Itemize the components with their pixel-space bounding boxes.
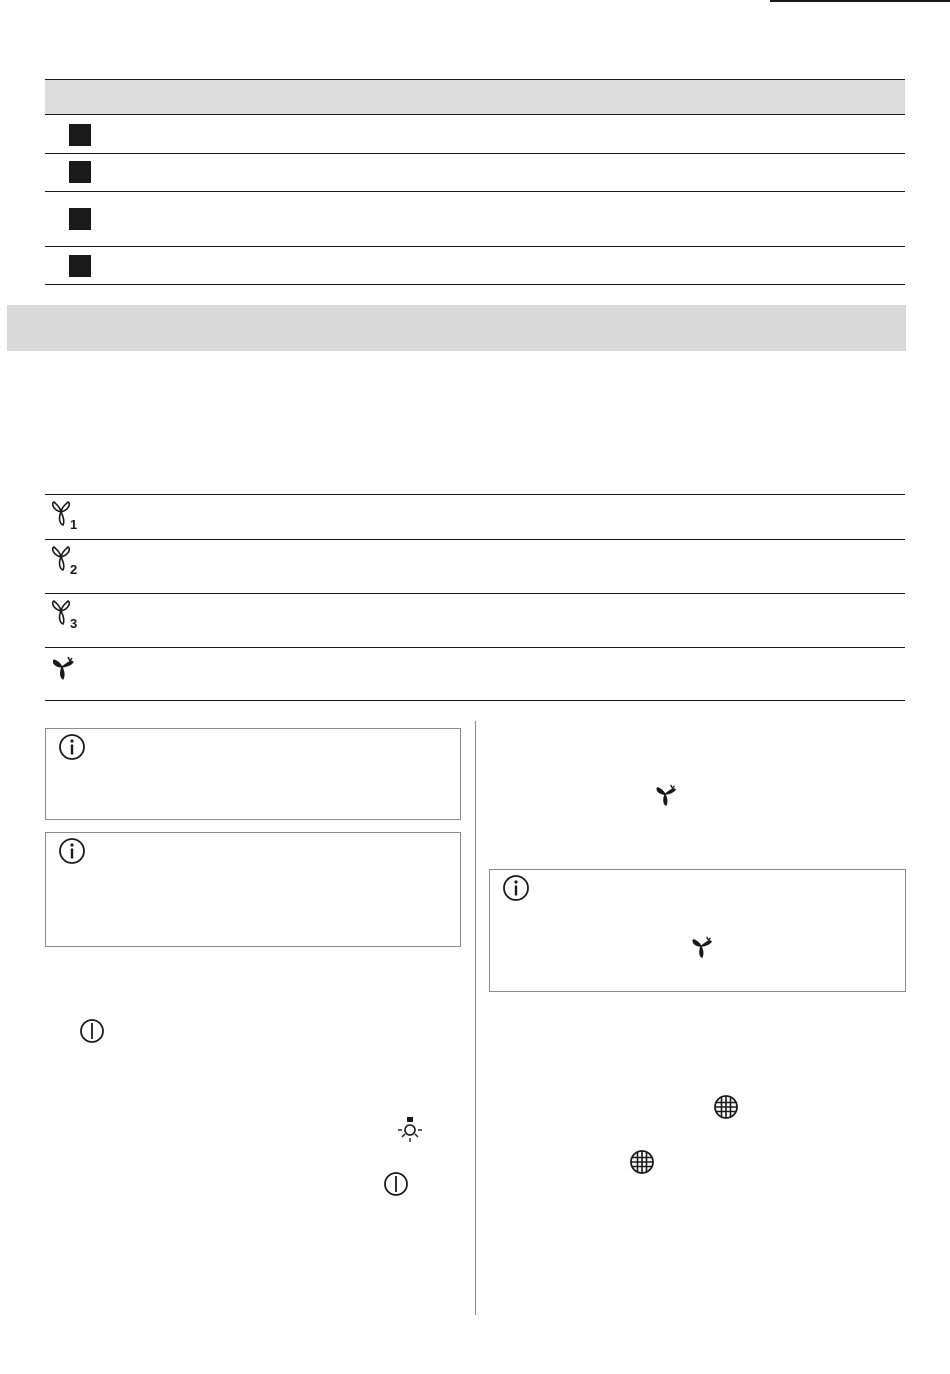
- power-icon: [79, 1018, 105, 1049]
- table-row-divider: [45, 191, 905, 192]
- black-square-icon: [69, 255, 91, 277]
- black-square-icon: [69, 124, 91, 146]
- fan-speed-3-icon: [48, 599, 84, 636]
- table-bottom-rule: [45, 284, 905, 285]
- fan-table-row-divider: [45, 593, 905, 594]
- info-box: [489, 869, 906, 992]
- grease-filter-icon: [629, 1149, 655, 1180]
- fan-boost-icon: [652, 782, 680, 815]
- fan-speed-2-icon: [48, 545, 84, 582]
- info-icon: [58, 837, 86, 865]
- info-icon: [502, 874, 530, 902]
- info-box: [45, 728, 461, 820]
- black-square-icon: [69, 208, 91, 230]
- fan-speed-1-icon: [48, 500, 84, 537]
- light-icon: [396, 1116, 424, 1149]
- svg-text:2: 2: [70, 562, 78, 577]
- fan-boost-icon: [688, 934, 716, 967]
- fan-boost-icon: [48, 655, 78, 688]
- table-row-divider: [45, 246, 905, 247]
- black-square-icon: [69, 161, 91, 183]
- info-icon: [58, 733, 86, 761]
- table-header-band: [45, 79, 905, 115]
- top-rule: [770, 0, 950, 2]
- section-heading-band: [7, 305, 906, 351]
- svg-text:3: 3: [70, 616, 78, 631]
- info-box: [45, 832, 461, 947]
- fan-table-bottom-rule: [45, 700, 905, 701]
- grease-filter-icon: [713, 1094, 739, 1125]
- table-row-divider: [45, 153, 905, 154]
- fan-table-top-rule: [45, 494, 905, 495]
- svg-text:1: 1: [70, 517, 78, 532]
- column-divider: [475, 721, 476, 1315]
- fan-table-row-divider: [45, 539, 905, 540]
- fan-table-row-divider: [45, 647, 905, 648]
- power-icon: [383, 1171, 409, 1202]
